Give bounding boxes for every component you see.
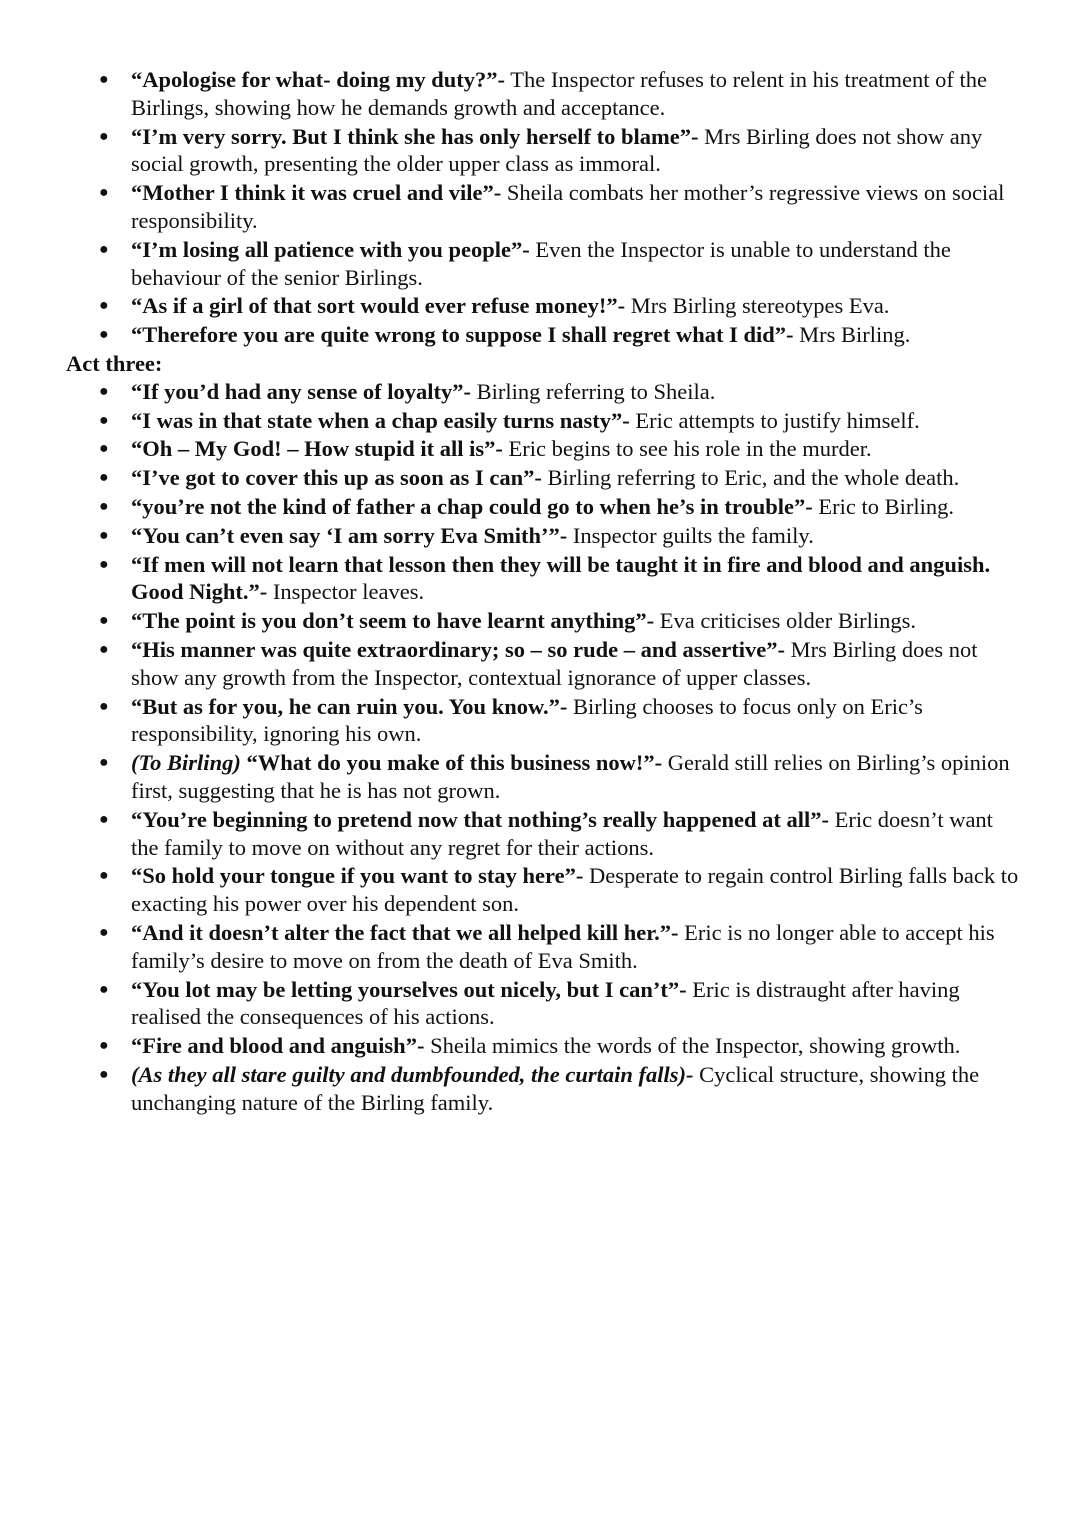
bullet-icon: ● (99, 923, 109, 941)
list-item (99, 1061, 1020, 1117)
quote-comment: Inspector leaves. (267, 579, 425, 605)
bullet-icon: ● (99, 1065, 109, 1083)
list-item (99, 919, 1020, 975)
quote-comment: Mrs Birling. (793, 322, 911, 348)
list-item (99, 522, 1020, 550)
list-item (99, 636, 1020, 692)
list-item (99, 693, 1020, 749)
list-item (99, 806, 1020, 862)
quote-comment: Inspector guilts the family. (567, 522, 814, 548)
quote-comment: Eva criticises older Birlings. (654, 608, 916, 634)
bullet-icon: ● (99, 640, 109, 658)
bullet-icon: ● (99, 326, 109, 344)
quote-text: “Therefore you are quite wrong to suppose I shall regret what I did”- (131, 322, 794, 348)
act-two-quote-list (66, 66, 1020, 349)
quote-comment: Desperate to regain control Birling falls back to exacting his power over his dependent son. (131, 863, 1019, 917)
list-item (99, 66, 1020, 122)
quote-text: “His manner was quite extraordinary; so – so rude – and assertive”- (131, 636, 785, 662)
quote-text: “If men will not learn that lesson then they will be taught it in fire and blood and anguish. Good Night.”- (131, 551, 991, 605)
quote-text: “Mother I think it was cruel and vile”- (131, 180, 502, 206)
stage-direction: (As they all stare guilty and dumbfounded, the curtain falls)- (131, 1061, 694, 1087)
quote-text: “The point is you don’t seem to have learnt anything”- (131, 608, 655, 634)
quote-text: “You lot may be letting yourselves out nicely, but I can’t”- (131, 976, 687, 1002)
quote-comment: The Inspector refuses to relent in his treatment of the Birlings, showing how he demands growth and acceptance. (131, 67, 987, 120)
quote-text: “you’re not the kind of father a chap could go to when he’s in trouble”- (131, 493, 813, 519)
quote-comment: Eric to Birling. (812, 493, 954, 519)
bullet-icon: ● (99, 127, 109, 145)
quote-text: “If you’d had any sense of loyalty”- (131, 378, 472, 404)
quote-text: “I’m very sorry. But I think she has only herself to blame”- (131, 123, 699, 149)
list-item (99, 321, 1020, 349)
quote-comment: Eric doesn’t want the family to move on without any regret for their actions. (131, 806, 993, 860)
quote-comment: Mrs Birling stereotypes Eva. (625, 293, 890, 319)
bullet-icon: ● (99, 382, 109, 400)
list-item (99, 976, 1020, 1032)
quote-text: “Oh – My God! – How stupid it all is”- (131, 436, 503, 462)
quote-comment: Eric attempts to justify himself. (629, 407, 920, 433)
bullet-icon: ● (99, 440, 109, 458)
quote-comment: Sheila mimics the words of the Inspector, showing growth. (424, 1033, 961, 1059)
act-three-quote-list (66, 378, 1020, 1117)
bullet-icon: ● (99, 697, 109, 715)
quote-text: “You’re beginning to pretend now that nothing’s really happened at all”- (131, 806, 830, 832)
list-item (99, 464, 1020, 492)
bullet-icon: ● (99, 754, 109, 772)
quote-text: “Apologise for what- doing my duty?”- (131, 67, 505, 92)
list-item (99, 862, 1020, 918)
list-item (99, 179, 1020, 235)
quote-text: “You can’t even say ‘I am sorry Eva Smith’”- (131, 522, 568, 548)
list-item (99, 493, 1020, 521)
bullet-icon: ● (99, 240, 109, 258)
quote-text: “Fire and blood and anguish”- (131, 1033, 425, 1059)
bullet-icon: ● (99, 184, 109, 202)
quote-comment: Eric begins to see his role in the murder. (502, 436, 872, 462)
list-item (99, 407, 1020, 435)
quote-text: “But as for you, he can ruin you. You know.”- (131, 693, 568, 719)
bullet-icon: ● (99, 469, 109, 487)
list-item (99, 236, 1020, 292)
bullet-icon: ● (99, 555, 109, 573)
bullet-icon: ● (99, 1037, 109, 1055)
bullet-icon: ● (99, 980, 109, 998)
quote-comment: Mrs Birling does not show any growth from the Inspector, contextual ignorance of upper classes. (131, 636, 978, 690)
stage-direction: (To Birling) (131, 750, 241, 776)
bullet-icon: ● (99, 526, 109, 544)
quote-text: “And it doesn’t alter the fact that we all helped kill her.”- (131, 919, 679, 945)
quote-text: “I was in that state when a chap easily turns nasty”- (131, 407, 630, 433)
quote-comment: Sheila combats her mother’s regressive views on social responsibility. (131, 180, 1005, 233)
list-item (99, 749, 1020, 805)
quote-text: “So hold your tongue if you want to stay here”- (131, 863, 584, 889)
quote-comment: Gerald still relies on Birling’s opinion first, suggesting that he is has not grown. (131, 750, 1010, 803)
quote-comment: Mrs Birling does not show any social growth, presenting the older upper class as immoral. (131, 123, 983, 177)
list-item (99, 123, 1020, 179)
list-item (99, 378, 1020, 406)
quote-text: “I’m losing all patience with you people”- (131, 236, 530, 262)
quote-text: “As if a girl of that sort would ever refuse money!”- (131, 293, 626, 319)
list-item (99, 1032, 1020, 1060)
quote-comment: Eric is no longer able to accept his family’s desire to move on from the death of Eva Smith. (131, 919, 995, 973)
list-item (99, 435, 1020, 463)
quote-comment: Birling referring to Sheila. (471, 378, 716, 404)
bullet-icon: ● (99, 810, 109, 828)
quote-comment: Birling referring to Eric, and the whole death. (541, 465, 960, 491)
quote-comment: Cyclical structure, showing the unchanging nature of the Birling family. (131, 1061, 980, 1115)
list-item (99, 292, 1020, 320)
bullet-icon: ● (99, 297, 109, 315)
list-item (99, 551, 1020, 607)
bullet-icon: ● (99, 867, 109, 885)
bullet-icon: ● (99, 411, 109, 429)
act-three-heading: Act three: (66, 350, 163, 376)
quote-text: “What do you make of this business now!”- (240, 750, 663, 776)
list-item (99, 607, 1020, 635)
quote-comment: Birling chooses to focus only on Eric’s responsibility, ignoring his own. (131, 693, 923, 747)
quote-comment: Even the Inspector is unable to understand the behaviour of the senior Birlings. (131, 236, 951, 290)
bullet-icon: ● (99, 71, 109, 88)
bullet-icon: ● (99, 497, 109, 515)
quote-comment: Eric is distraught after having realised the consequences of his actions. (131, 976, 960, 1030)
quote-text: “I’ve got to cover this up as soon as I can”- (131, 465, 542, 491)
bullet-icon: ● (99, 612, 109, 630)
